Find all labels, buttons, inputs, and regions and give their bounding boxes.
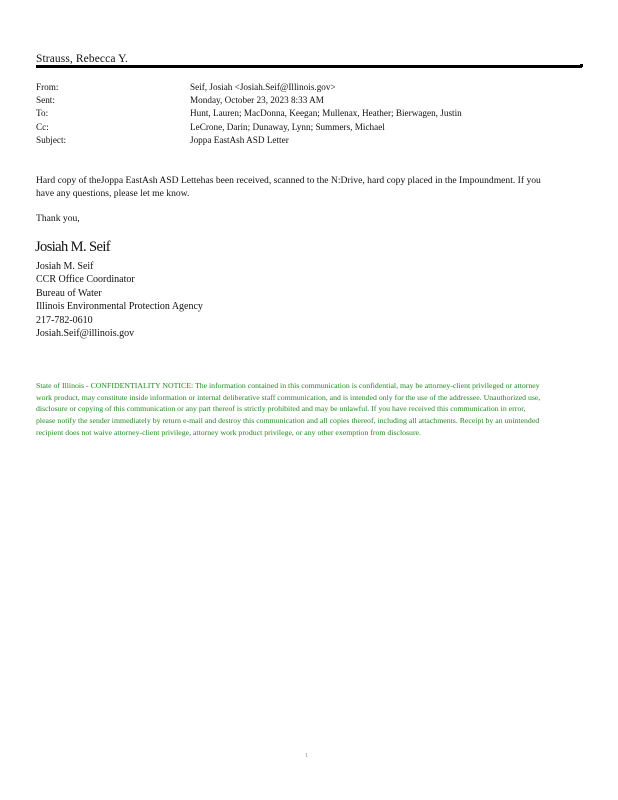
header-label: Cc: bbox=[36, 121, 49, 132]
signature-agency: Illinois Environmental Protection Agency bbox=[36, 301, 203, 313]
email-header-fields bbox=[36, 81, 462, 147]
signature-title: CCR Office Coordinator bbox=[36, 274, 135, 286]
sender-value: Seif, Josiah <Josiah.Seif@Illinois.gov> bbox=[190, 82, 336, 92]
signature-email: Josiah.Seif@illinois.gov bbox=[36, 328, 135, 340]
header-label: Subject: bbox=[36, 134, 67, 145]
recipients-value: Hunt, Lauren; MacDonna, Keegan; Mullenax, Heather; Bierwagen, Justin bbox=[190, 108, 462, 119]
signature-phone: 217-782-0610 bbox=[36, 314, 93, 326]
confidentiality-notice: State of Illinois - CONFIDENTIALITY NOTICE: The information contained in this communication is confidential, may be attorney-client privileged or attorney work product, may constitute inside information or internal deliberative staff communication, and is intended only for the use of the addressee. Unauthorized use, disclosure or copying of this communication or any part thereof is strictly prohibited and may be unlawful. If you have received this communication in error, please notify the sender immediately by return e-mail and destroy this communication and all copies thereof, including all attachments. Receipt by an unintended recipient does not waive attorney-client privilege, attorney work product privilege, or any other exemption from disclosure. bbox=[36, 381, 541, 437]
header-label: To: bbox=[36, 108, 49, 119]
email-body-paragraph: Hard copy of theJoppa EastAsh ASD Lettehas been received, scanned to the N:Drive, hard copy placed in the Impoundment. If you have any questions, please let me know. bbox=[36, 175, 541, 199]
header-divider bbox=[36, 65, 582, 68]
header-label: Sent: bbox=[36, 95, 55, 106]
sent-date-value: Monday, October 23, 2023 8:33 AM bbox=[190, 95, 324, 106]
header-row-cc bbox=[36, 121, 462, 134]
mailbox-owner-name: Strauss, Rebecca Y. bbox=[36, 53, 128, 65]
header-label: From: bbox=[36, 82, 59, 92]
header-row-sent bbox=[36, 94, 462, 107]
email-closing: Thank you, bbox=[36, 213, 80, 224]
cc-value: LeCrone, Darin; Dunaway, Lynn; Summers, Michael bbox=[190, 121, 385, 132]
signature-styled-name: Josiah M. Seif bbox=[35, 239, 110, 255]
subject-value: Joppa EastAsh ASD Letter bbox=[190, 134, 289, 145]
signature-name: Josiah M. Seif bbox=[36, 261, 94, 272]
header-row-to bbox=[36, 107, 462, 120]
page-number: 1 bbox=[305, 752, 309, 759]
signature-block bbox=[36, 260, 203, 340]
header-row-subject bbox=[36, 134, 462, 147]
signature-bureau: Bureau of Water bbox=[36, 287, 102, 299]
header-row-from bbox=[36, 81, 462, 94]
